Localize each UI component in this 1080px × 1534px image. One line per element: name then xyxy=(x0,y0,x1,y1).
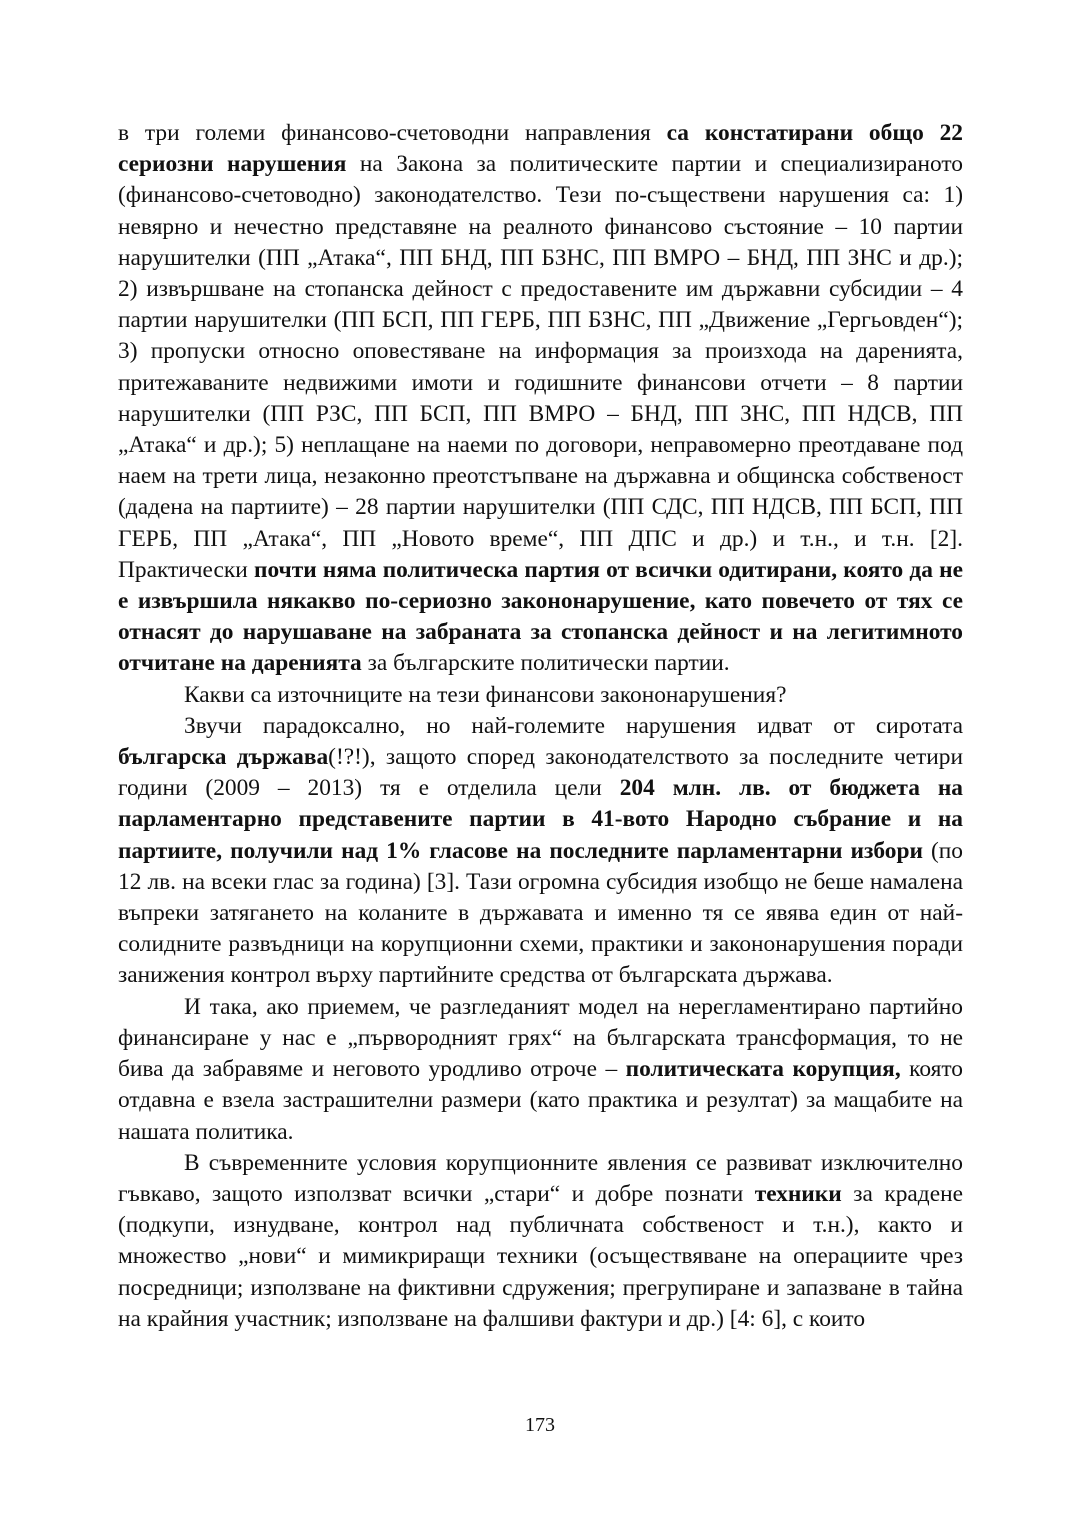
text-run: за българските политически партии. xyxy=(361,650,730,677)
paragraph-corruption-techniques xyxy=(118,1148,963,1335)
text-run: (!?!), защото според законодателството за последните четири години (2009 – 2013) тя е отделила цели xyxy=(118,744,963,802)
paragraph-political-corruption xyxy=(118,992,963,1148)
text-run: на Закона за политическите партии и специализираното (финансово-счетоводно) законодателство. Тези по-съществени нарушения са: 1) невярно и нечестно представяне на реалното финансово състояние – 10 партии нарушителки (ПП „Атака“, ПП БНД, ПП БЗНС, ПП ВМРО – БНД, ПП ЗНС и др.); 2) извършване на стопанска дейност с предоставените им държавни субсидии – 4 партии нарушителки (ПП БСП, ПП ГЕРБ, ПП БЗНС, ПП „Движение „Гергьовден“); 3) пропуски относно оповестяване на информация за произхода на даренията, притежаваните недвижими имоти и годишните финансови отчети – 8 партии нарушителки (ПП РЗС, ПП БСП, ПП ВМРО – БНД, ПП ЗНС, ПП НДСВ, ПП „Атака“ и др.); 5) неплащане на наеми по договори, неправомерно преотдаване под наем на трети лица, незаконно преотстъпване на държавна и общинска собственост (дадена на партиите) – 28 партии нарушителки (ПП СДС, ПП НДСВ, ПП БСП, ПП ГЕРБ, ПП „Атака“, ПП „Новото време“, ПП ДПС и др.) и т.н., и т.н. [2]. Практически xyxy=(118,151,963,583)
text-run: в три големи финансово-счетоводни направления xyxy=(118,120,667,146)
text-run: (по 12 лв. на всеки глас за година) [3]. Тази огромна субсидия изобщо не беше намалена въпреки затягането на коланите в държавата и именно тя се явява един от най-солидните развъдници на корупционни схеми, практики и закононарушения поради занижения контрол върху партийните средства от българската държава. xyxy=(118,837,963,989)
text-run: Звучи парадоксално, но най-големите нарушения идват от сиротата xyxy=(184,712,963,739)
paragraph-audit-violations xyxy=(118,118,963,680)
bold-text-run: са констатирани общо 22 сериозни нарушения xyxy=(118,120,964,178)
text-run: за крадене (подкупи, изнудване, контрол над публичната собственост и т.н.), както и множество „нови“ и мимикриращи техники (осъществяване на операциите чрез посредници; използване на фиктивни сдружения; прегрупиране и запазване в тайна на крайния участник; използване на фалшиви фактури и др.) [4: 6], с които xyxy=(118,1180,963,1332)
paragraph-state-subsidy xyxy=(118,711,963,992)
text-run: В съвременните условия корупционните явления се развиват изключително гъвкаво, защото използват всички „стари“ и добре познати xyxy=(118,1149,963,1207)
text-run: И така, ако приемем, че разгледаният модел на нерегламентирано партийно финансиране у нас е „първородният грях“ на българската трансформация, то не бива да забравяме и неговото уродливо отроче – xyxy=(118,993,963,1083)
document-body xyxy=(118,118,963,1335)
bold-text-run: политическата корупция, xyxy=(625,1056,901,1083)
paragraph-sources-question xyxy=(118,680,963,711)
bold-text-run: почти няма политическа партия от всички одитирани, която да не е извършила някакво по-сериозно закононарушение, като повечето от тях се отнасят до нарушаване на забраната за стопанска дейност и на легитимното отчитане на даренията xyxy=(118,556,964,677)
bold-text-run: техники xyxy=(754,1180,842,1207)
text-run: Какви са източниците на тези финансови закононарушения? xyxy=(184,681,787,708)
bold-text-run: 204 млн. лв. от бюджета на парламентарно представените партии в 41-вото Народно събрание и на партиите, получили над 1% гласове на последните парламентарни избори xyxy=(118,775,963,864)
page-number: 173 xyxy=(525,1414,555,1436)
bold-text-run: българска държава xyxy=(118,744,329,771)
text-run: която отдавна е взела застрашителни размери (като практика и резултат) за мащабите на нашата политика. xyxy=(118,1056,963,1145)
